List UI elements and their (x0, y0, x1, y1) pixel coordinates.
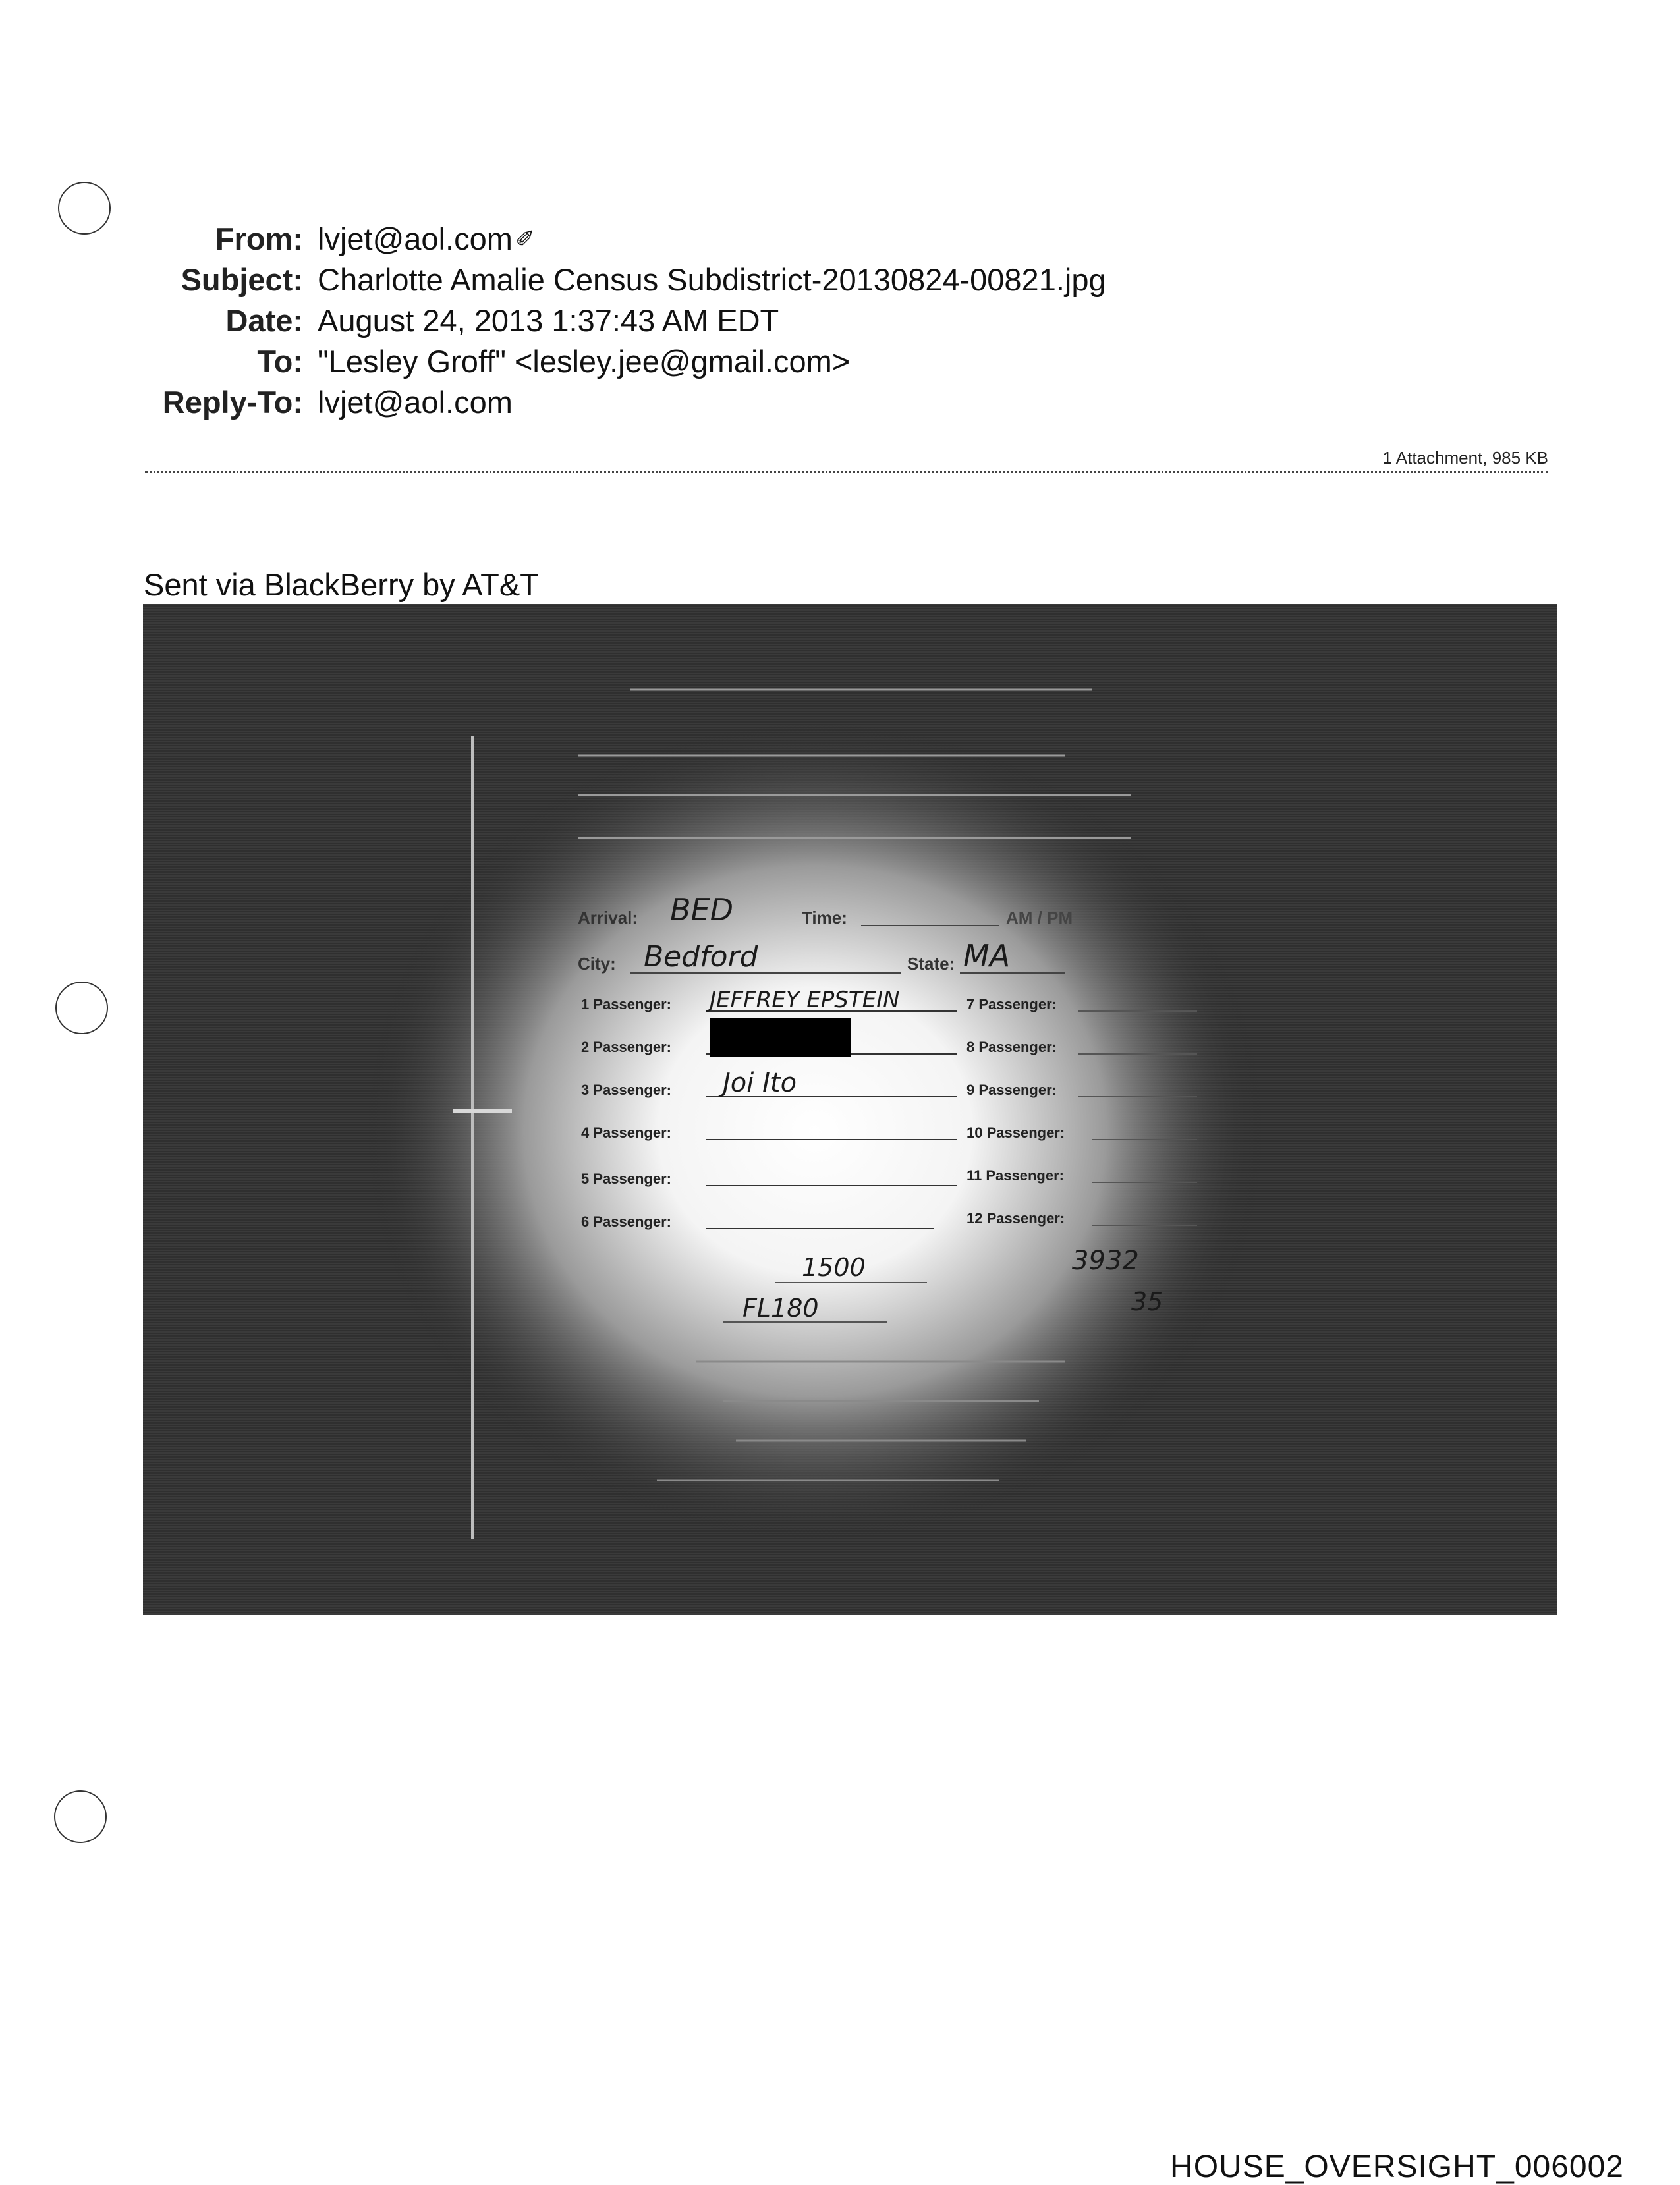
email-body-text: Sent via BlackBerry by AT&T (144, 567, 539, 602)
passenger-4-label: 4 Passenger: (581, 1124, 671, 1141)
passenger-3-value: Joi Ito (723, 1068, 797, 1098)
passenger-3-label: 3 Passenger: (581, 1082, 671, 1098)
paperclip-icon: ✐ (515, 225, 536, 252)
redaction-box (710, 1018, 851, 1057)
passenger-9-label: 9 Passenger: (966, 1082, 1057, 1098)
state-label: State: (907, 954, 955, 974)
attachment-info[interactable]: 1 Attachment, 985 KB (1382, 448, 1548, 468)
flash-highlight (367, 723, 1263, 1539)
passenger-1-label: 1 Passenger: (581, 996, 671, 1012)
punch-hole-icon (58, 182, 111, 235)
photo-drawing (143, 604, 1557, 1615)
ampm-label: AM / PM (1006, 908, 1073, 927)
passenger-8-label: 8 Passenger: (966, 1039, 1057, 1055)
passenger-12-label: 12 Passenger: (966, 1210, 1065, 1227)
passenger-1-value: JEFFREY EPSTEIN (710, 987, 900, 1013)
to-value: "Lesley Groff" <lesley.jee@gmail.com> (318, 344, 851, 379)
passenger-7-label: 7 Passenger: (966, 996, 1057, 1012)
reply-to-value: lvjet@aol.com (318, 385, 513, 420)
city-label: City: (578, 954, 616, 974)
city-value: Bedford (644, 940, 758, 974)
punch-hole-icon (55, 982, 108, 1034)
subject-label: Subject: (181, 262, 303, 297)
passenger-11-label: 11 Passenger: (966, 1167, 1064, 1184)
from-address: lvjet@aol.com (318, 221, 513, 256)
passenger-5-label: 5 Passenger: (581, 1171, 671, 1187)
value-1500: 1500 (802, 1253, 866, 1282)
date-label: Date: (225, 303, 303, 338)
arrival-value: BED (670, 892, 734, 927)
date-value: August 24, 2013 1:37:43 AM EDT (318, 303, 779, 338)
state-value: MA (963, 938, 1011, 974)
arrival-label: Arrival: (578, 908, 638, 927)
passenger-10-label: 10 Passenger: (966, 1124, 1065, 1141)
reply-to-label: Reply-To: (162, 385, 303, 420)
bates-footer: HOUSE_OVERSIGHT_006002 (1170, 2149, 1624, 2184)
passenger-2-label: 2 Passenger: (581, 1039, 671, 1055)
from-value (318, 221, 1106, 258)
attached-photo[interactable] (143, 604, 1557, 1615)
from-label: From: (215, 221, 303, 256)
value-fl180: FL180 (742, 1294, 819, 1323)
header-divider (145, 471, 1548, 473)
value-35: 35 (1131, 1287, 1163, 1316)
passenger-6-label: 6 Passenger: (581, 1213, 671, 1230)
time-label: Time: (802, 908, 847, 927)
to-label: To: (257, 344, 303, 379)
email-header (105, 221, 1106, 421)
punch-hole-icon (54, 1790, 107, 1843)
value-3932: 3932 (1072, 1246, 1139, 1276)
subject-value: Charlotte Amalie Census Subdistrict-20130824-00821.jpg (318, 262, 1106, 297)
